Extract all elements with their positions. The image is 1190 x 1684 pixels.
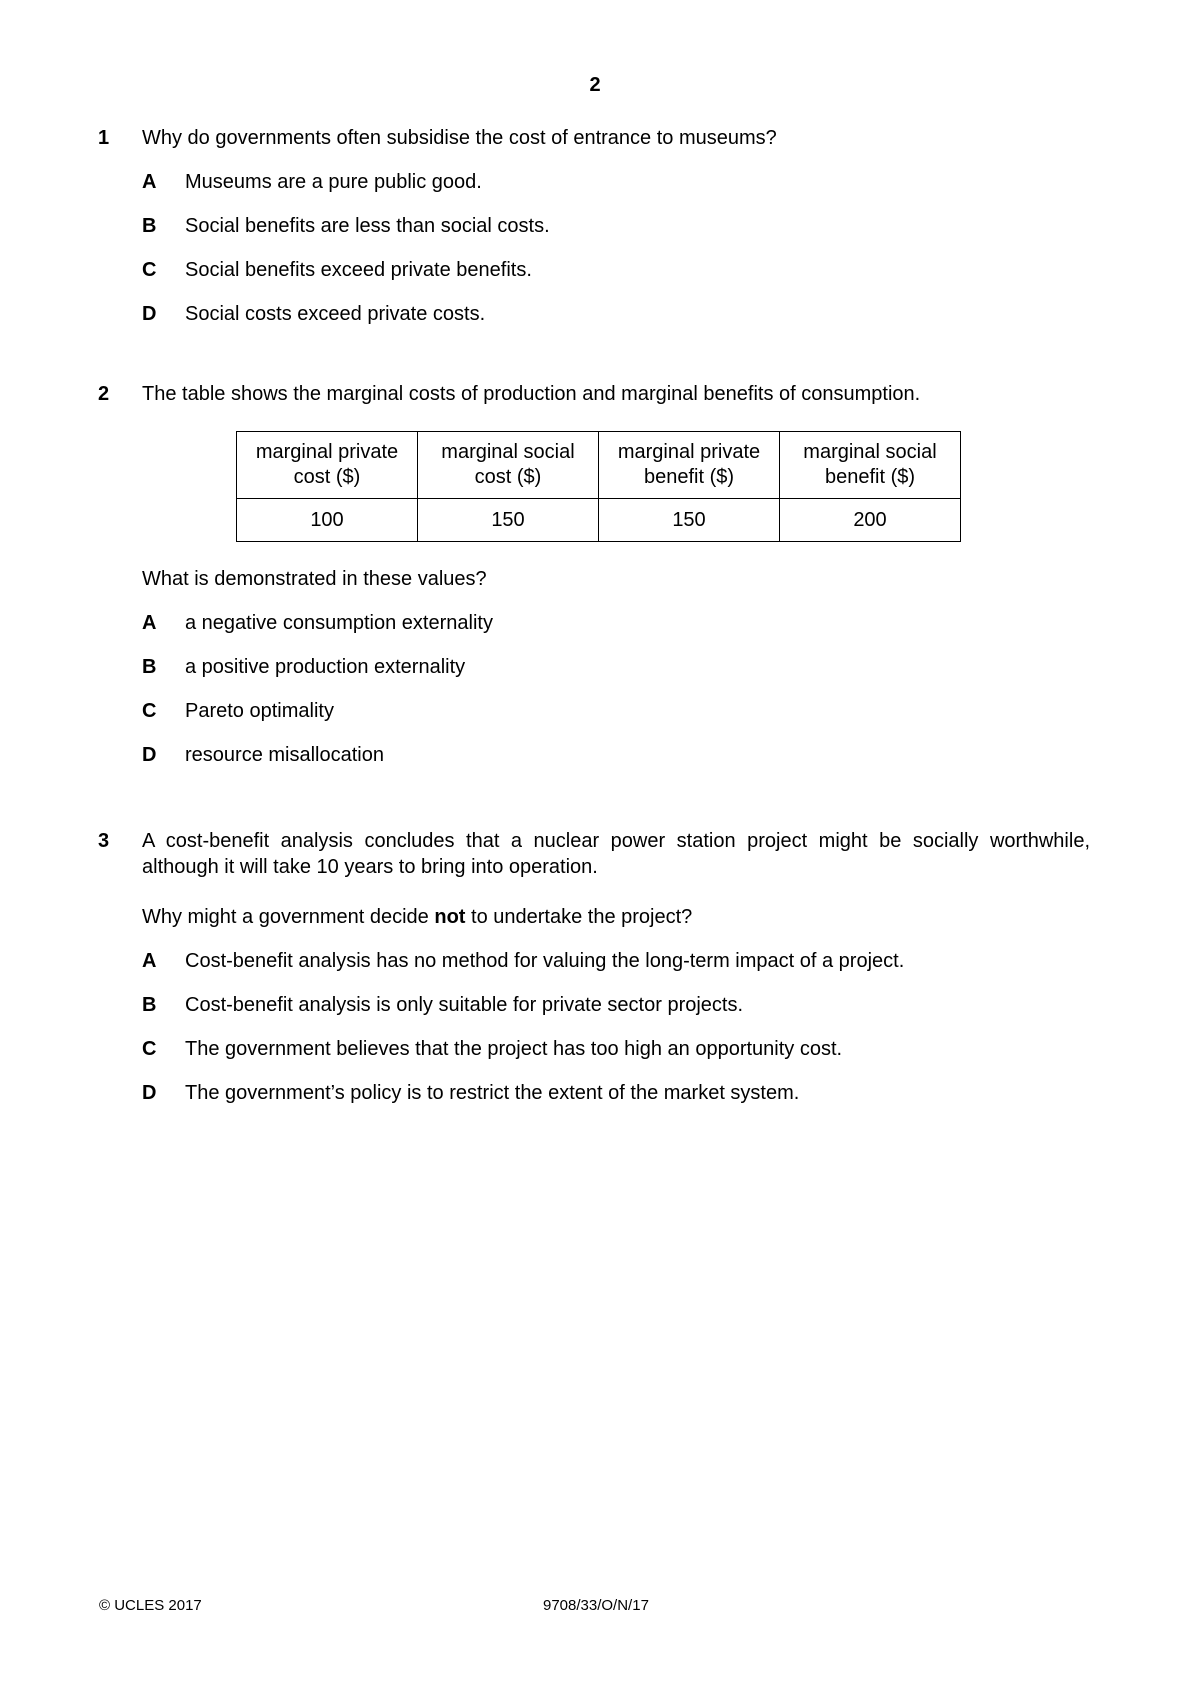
table-cell: 150 (599, 499, 780, 542)
option-text: Museums are a pure public good. (185, 171, 482, 193)
sub-question-text: What is demonstrated in these values? (142, 568, 487, 590)
option-letter: C (142, 1038, 157, 1060)
question-number: 2 (98, 383, 110, 405)
table-header-cell (237, 432, 418, 499)
option-b (142, 654, 1090, 680)
option-text: Cost-benefit analysis has no method for valuing the long-term impact of a project. (185, 950, 905, 972)
question-3 (98, 828, 1090, 1106)
option-text: resource misallocation (185, 744, 384, 766)
option-letter: B (142, 994, 157, 1016)
question-2 (98, 381, 1090, 768)
option-c (142, 698, 1090, 724)
header-line: marginal private (617, 441, 761, 463)
option-text: a positive production externality (185, 656, 466, 678)
option-text: The government believes that the project has too high an opportunity cost. (185, 1038, 843, 1060)
table-cell: 100 (237, 499, 418, 542)
header-line: benefit ($) (643, 466, 735, 488)
table-header-cell (780, 432, 961, 499)
question-text: Why do governments often subsidise the cost of entrance to museums? (142, 127, 777, 149)
option-b (142, 213, 1090, 239)
option-letter: B (142, 215, 157, 237)
option-d (142, 301, 1090, 327)
option-a (142, 610, 1090, 636)
table-cell: 150 (418, 499, 599, 542)
option-c (142, 257, 1090, 283)
option-d (142, 1080, 1090, 1106)
header-line: marginal social (803, 441, 937, 463)
marginal-values-table (236, 431, 961, 542)
option-text: Pareto optimality (185, 700, 334, 722)
footer-copyright: © UCLES 2017 (99, 1597, 202, 1614)
option-letter: B (142, 656, 157, 678)
option-letter: D (142, 744, 157, 766)
question-number: 1 (98, 127, 110, 149)
sub-question-start: Why might a government decide (142, 906, 435, 928)
question-1 (98, 125, 1090, 327)
question-text: The table shows the marginal costs of production and marginal benefits of consumption. (142, 383, 921, 405)
option-d (142, 742, 1090, 768)
question-number: 3 (98, 830, 110, 852)
option-letter: A (142, 950, 157, 972)
header-line: benefit ($) (824, 466, 916, 488)
answer-options (142, 610, 1090, 768)
option-text: Social benefits are less than social costs. (185, 215, 550, 237)
option-a (142, 948, 1090, 974)
table-header-row (237, 432, 961, 499)
option-text: The government’s policy is to restrict the extent of the market system. (185, 1082, 800, 1104)
table-row (237, 499, 961, 542)
header-line: marginal private (255, 441, 399, 463)
answer-options (142, 169, 1090, 327)
option-a (142, 169, 1090, 195)
option-text: Cost-benefit analysis is only suitable for private sector projects. (185, 994, 744, 1016)
footer-paper-code: 9708/33/O/N/17 (543, 1597, 649, 1614)
option-letter: D (142, 303, 157, 325)
option-letter: D (142, 1082, 157, 1104)
option-letter: A (142, 171, 157, 193)
table-cell: 200 (780, 499, 961, 542)
header-line: cost ($) (474, 466, 542, 488)
page-number: 2 (589, 74, 601, 96)
option-text: Social benefits exceed private benefits. (185, 259, 532, 281)
option-b (142, 992, 1090, 1018)
option-text: a negative consumption externality (185, 612, 493, 634)
table-header-cell (418, 432, 599, 499)
answer-options (142, 948, 1090, 1106)
sub-question-text (142, 904, 1090, 930)
question-text: A cost-benefit analysis concludes that a nuclear power station project might be socially worthwhile, although it will take 10 years to bring into operation. (142, 830, 1090, 878)
sub-question-end: to undertake the project? (465, 906, 693, 928)
option-letter: C (142, 700, 157, 722)
emphasis-word: not (434, 906, 466, 928)
option-letter: A (142, 612, 157, 634)
header-line: cost ($) (293, 466, 361, 488)
table-header-cell (599, 432, 780, 499)
option-text: Social costs exceed private costs. (185, 303, 486, 325)
header-line: marginal social (441, 441, 575, 463)
option-letter: C (142, 259, 157, 281)
option-c (142, 1036, 1090, 1062)
